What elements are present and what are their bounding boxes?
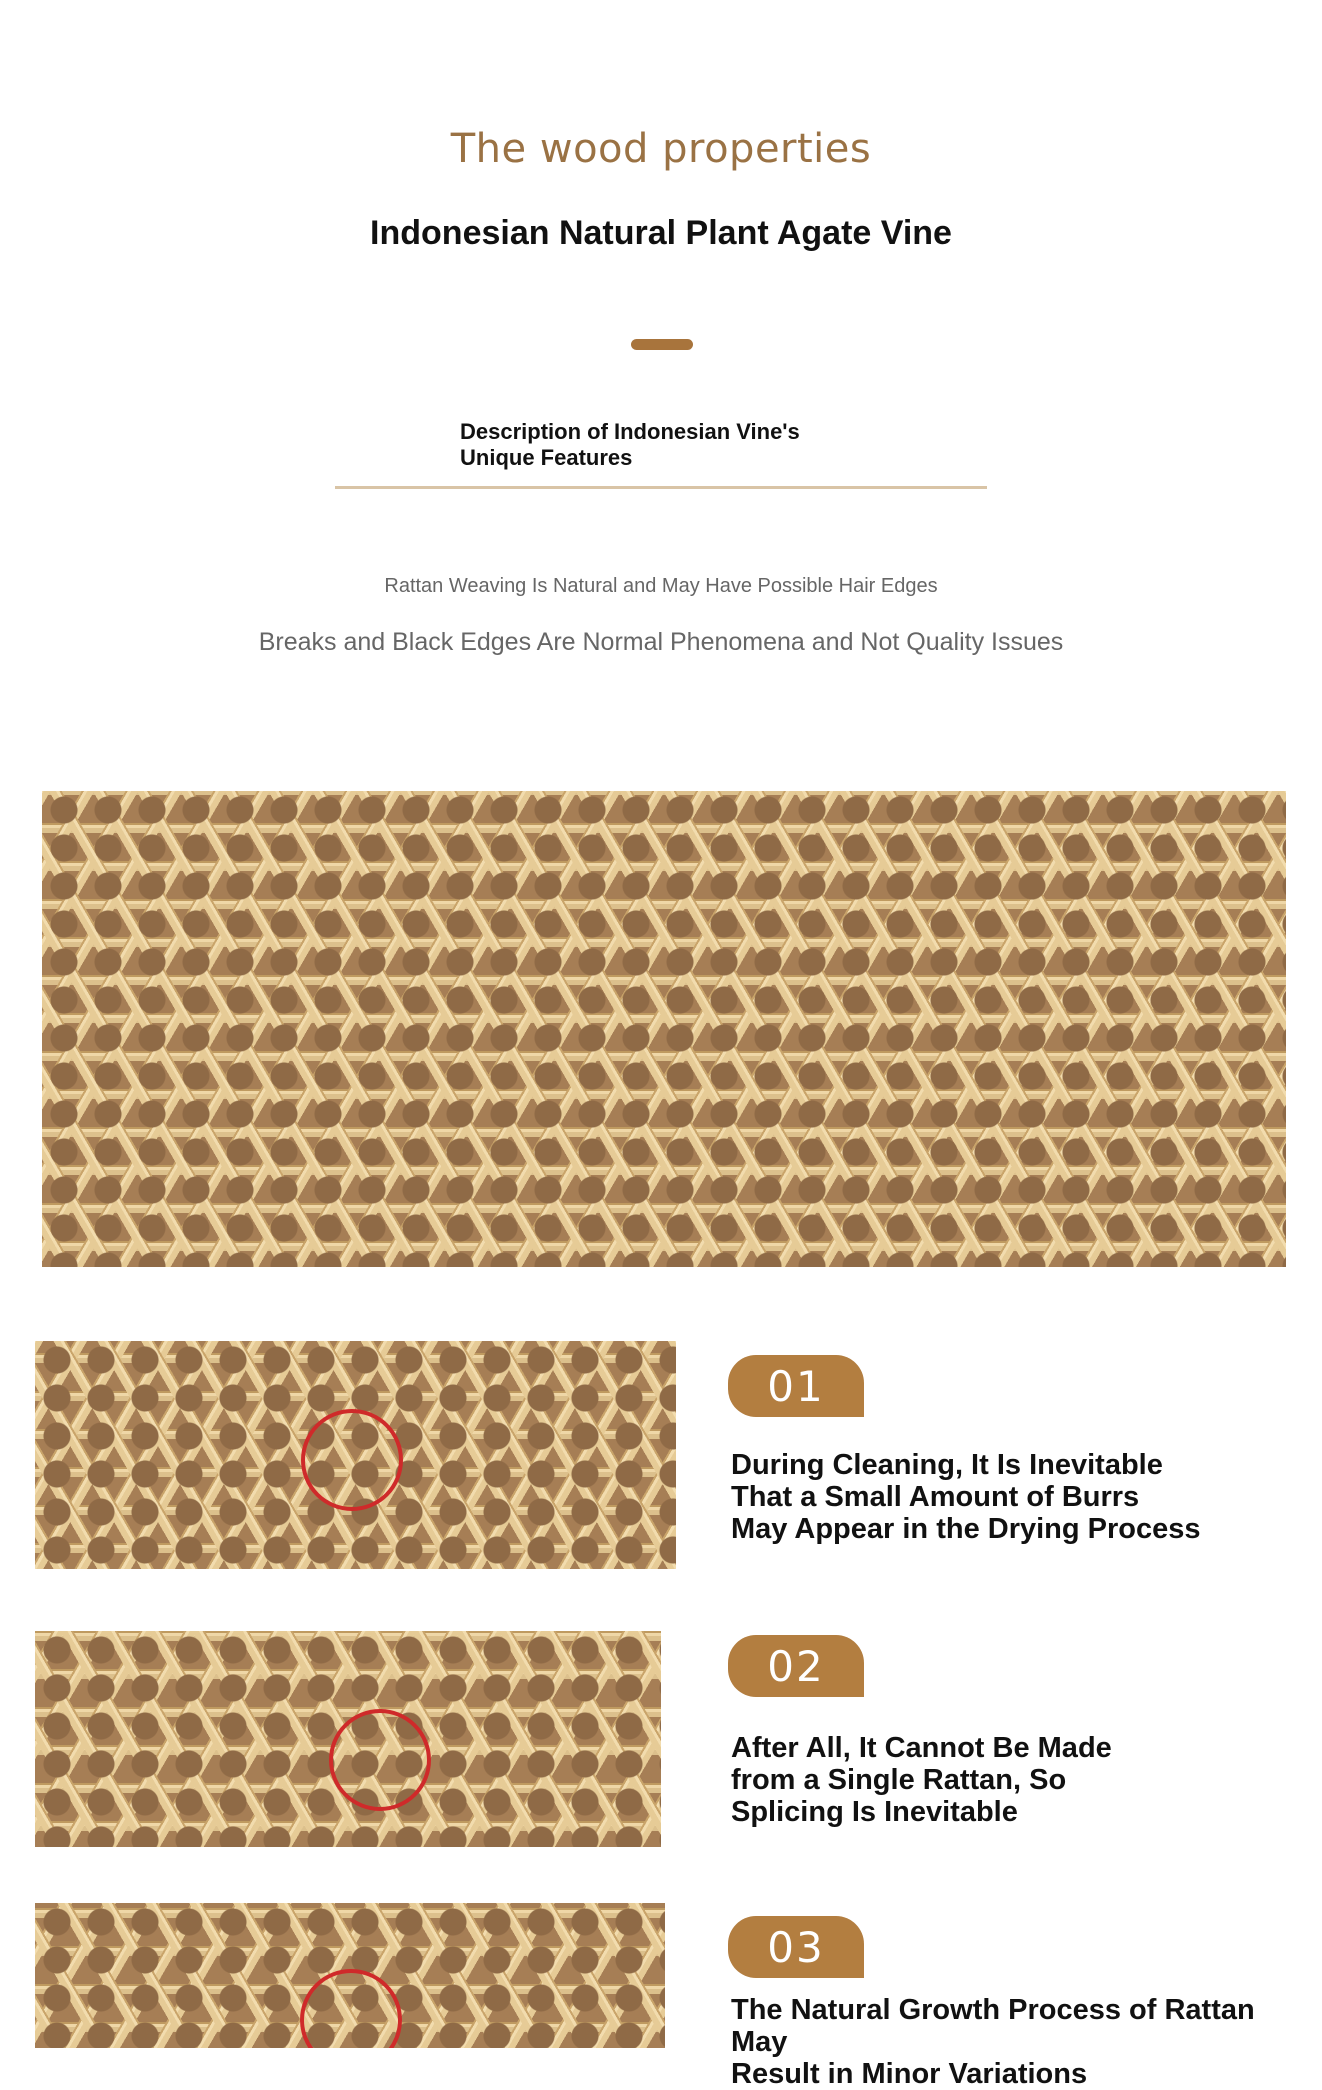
note-hair-edges: Rattan Weaving Is Natural and May Have Possible Hair Edges bbox=[384, 575, 938, 597]
accent-divider bbox=[631, 339, 693, 350]
rattan-detail-image-1 bbox=[35, 1341, 676, 1569]
red-circle-marker bbox=[300, 1969, 402, 2048]
section-title: The wood properties bbox=[450, 126, 872, 172]
item-text-01: During Cleaning, It Is Inevitable That a Small Amount of Burrs May Appear in the Drying Process bbox=[731, 1449, 1201, 1545]
red-circle-marker bbox=[329, 1709, 431, 1811]
rattan-detail-image-2 bbox=[35, 1631, 661, 1847]
description-heading: Description of Indonesian Vine's Unique Features bbox=[460, 419, 800, 470]
red-circle-marker bbox=[301, 1409, 403, 1511]
page-title: Indonesian Natural Plant Agate Vine bbox=[370, 214, 952, 252]
number-badge-02: 02 bbox=[728, 1635, 864, 1697]
item-text-02: After All, It Cannot Be Made from a Single Rattan, So Splicing Is Inevitable bbox=[731, 1732, 1112, 1828]
note-breaks-normal: Breaks and Black Edges Are Normal Phenomena and Not Quality Issues bbox=[258, 628, 1064, 656]
description-underline bbox=[335, 486, 987, 489]
rattan-detail-image-3 bbox=[35, 1903, 665, 2048]
item-text-03: The Natural Growth Process of Rattan May Result in Minor Variations bbox=[731, 1994, 1255, 2090]
rattan-weave-image bbox=[42, 791, 1286, 1267]
number-badge-03: 03 bbox=[728, 1916, 864, 1978]
number-badge-01: 01 bbox=[728, 1355, 864, 1417]
